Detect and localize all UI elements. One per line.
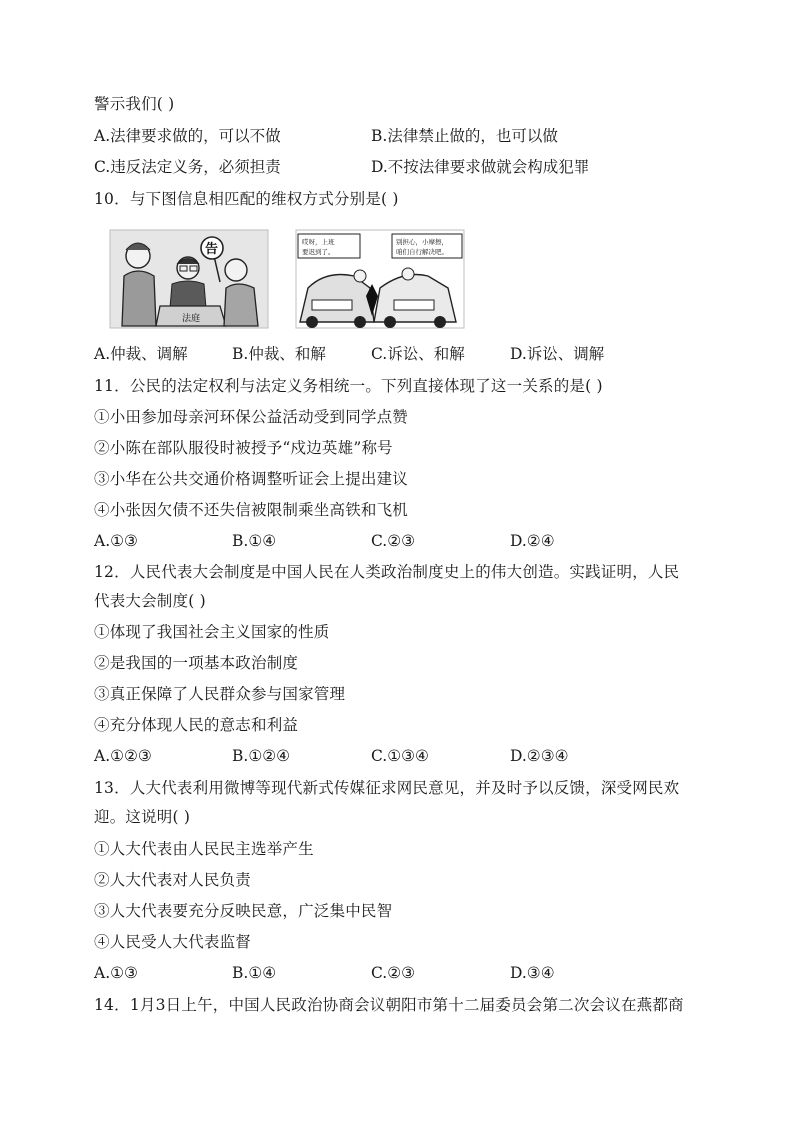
q11-option-d: D.②④	[510, 532, 555, 550]
q9-option-c: C.违反法定义务，必须担责	[94, 158, 281, 176]
q12-item-4: ④充分体现人民的意志和利益	[94, 716, 299, 734]
q10-option-d: D.诉讼、调解	[510, 345, 605, 363]
q9-option-b: B.法律禁止做的，也可以做	[371, 127, 558, 145]
q11-option-c: C.②③	[371, 532, 416, 550]
courtroom-illustration	[110, 230, 268, 328]
q12-option-c: C.①③④	[371, 747, 429, 765]
q13-option-d: D.③④	[510, 964, 555, 982]
q13-option-c: C.②③	[371, 964, 416, 982]
q12-stem-line1: 12．人民代表大会制度是中国人民在人类政治制度史上的伟大创造。实践证明，人民	[94, 563, 680, 581]
q13-item-1: ①人大代表由人民民主选举产生	[94, 840, 314, 858]
q11-stem: 11．公民的法定权利与法定义务相统一。下列直接体现了这一关系的是( )	[94, 377, 603, 395]
q12-option-d: D.②③④	[510, 747, 569, 765]
q11-item-3: ③小华在公共交通价格调整听证会上提出建议	[94, 470, 409, 488]
q10-option-c: C.诉讼、和解	[371, 345, 465, 363]
q12-option-a: A.①②③	[94, 747, 152, 765]
q11-option-b: B.①④	[232, 532, 277, 550]
bubble-left-text: 哎呀，上班	[302, 238, 335, 246]
svg-text:咱们自行解决吧。: 咱们自行解决吧。	[396, 248, 448, 256]
q12-item-2: ②是我国的一项基本政治制度	[94, 654, 299, 672]
q10-figure	[108, 226, 468, 332]
q12-item-3: ③真正保障了人民群众参与国家管理	[94, 685, 346, 703]
court-desk-label: 法庭	[182, 314, 201, 324]
q11-item-1: ①小田参加母亲河环保公益活动受到同学点赞	[94, 408, 409, 426]
svg-text:要迟到了。: 要迟到了。	[302, 248, 335, 256]
q9-option-a: A.法律要求做的，可以不做	[94, 127, 281, 145]
q10-option-b: B.仲裁、和解	[232, 345, 326, 363]
q13-item-2: ②人大代表对人民负责	[94, 871, 252, 889]
q13-option-a: A.①③	[94, 964, 138, 982]
q9-option-d: D.不按法律要求做就会构成犯罪	[371, 158, 590, 176]
q11-item-2: ②小陈在部队服役时被授予“戍边英雄”称号	[94, 439, 393, 457]
q13-option-b: B.①④	[232, 964, 277, 982]
q13-stem-line2: 迎。这说明( )	[94, 808, 191, 826]
q11-option-a: A.①③	[94, 532, 138, 550]
q10-option-a: A.仲裁、调解	[94, 345, 188, 363]
sign-text: 告	[205, 242, 219, 257]
q12-option-b: B.①②④	[232, 747, 291, 765]
q13-item-3: ③人大代表要充分反映民意，广泛集中民智	[94, 902, 393, 920]
q12-stem-line2: 代表大会制度( )	[94, 592, 206, 610]
q12-item-1: ①体现了我国社会主义国家的性质	[94, 623, 330, 641]
q13-stem-line1: 13．人大代表利用微博等现代新式传媒征求网民意见，并及时予以反馈，深受网民欢	[94, 779, 680, 797]
car-collision-illustration	[296, 230, 464, 328]
bubble-right-text: 别担心，小摩擦，	[396, 238, 448, 246]
q10-stem: 10．与下图信息相匹配的维权方式分别是( )	[94, 190, 399, 208]
q13-item-4: ④人民受人大代表监督	[94, 933, 252, 951]
q9-stem: 警示我们( )	[94, 95, 175, 113]
q11-item-4: ④小张因欠债不还失信被限制乘坐高铁和飞机	[94, 501, 409, 519]
q14-stem-line1: 14．1月3日上午，中国人民政治协商会议朝阳市第十二届委员会第二次会议在燕都商	[94, 996, 684, 1014]
